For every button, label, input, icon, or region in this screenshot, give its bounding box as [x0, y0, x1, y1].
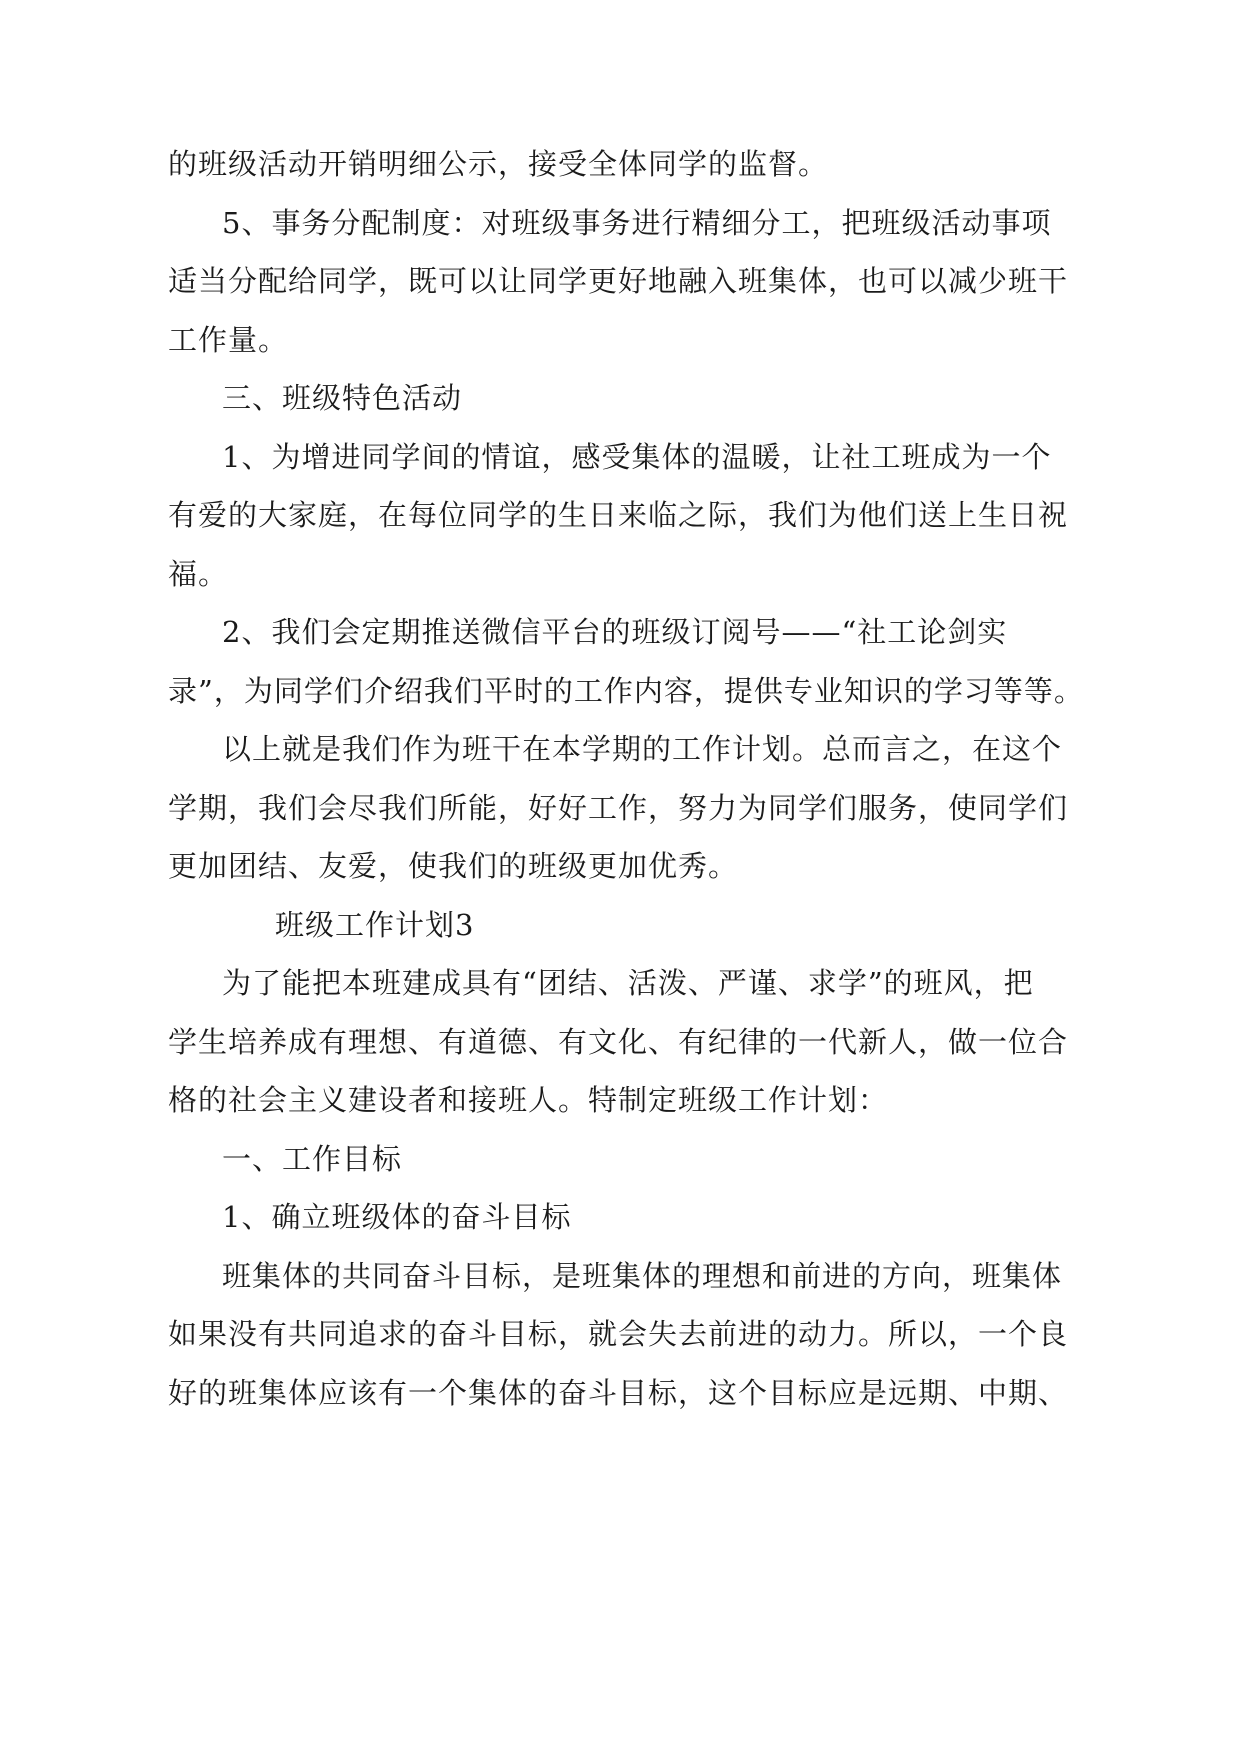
text-line: 1、为增进同学间的情谊，感受集体的温暖，让社工班成为一个: [222, 440, 1052, 474]
document-title: 班级工作计划3: [275, 908, 475, 942]
text-line: 班集体的共同奋斗目标，是班集体的理想和前进的方向，班集体: [222, 1259, 1063, 1293]
text-line: 以上就是我们作为班干在本学期的工作计划。总而言之，在这个: [222, 732, 1063, 766]
text-line: 更加团结、友爱，使我们的班级更加优秀。: [168, 849, 739, 883]
text-line: 学期，我们会尽我们所能，好好工作，努力为同学们服务，使同学们: [168, 791, 1069, 825]
text-line: 适当分配给同学，既可以让同学更好地融入班集体，也可以减少班干: [168, 264, 1069, 298]
text-line: 学生培养成有理想、有道德、有文化、有纪律的一代新人，做一位合: [168, 1025, 1069, 1059]
text-line: 2、我们会定期推送微信平台的班级订阅号——“社工论剑实: [222, 615, 1008, 649]
section-heading: 三、班级特色活动: [222, 381, 463, 415]
section-heading: 一、工作目标: [222, 1142, 403, 1176]
text-line: 好的班集体应该有一个集体的奋斗目标，这个目标应是远期、中期、: [168, 1376, 1069, 1410]
text-line: 福。: [168, 557, 229, 591]
text-line: 工作量。: [168, 323, 289, 357]
text-line: 录”，为同学们介绍我们平时的工作内容，提供专业知识的学习等等。: [168, 674, 1084, 708]
text-line: 格的社会主义建设者和接班人。特制定班级工作计划：: [168, 1083, 889, 1117]
text-line: 为了能把本班建成具有“团结、活泼、严谨、求学”的班风，把: [222, 966, 1034, 1000]
text-line: 如果没有共同追求的奋斗目标，就会失去前进的动力。所以，一个良: [168, 1317, 1069, 1351]
text-line: 的班级活动开销明细公示，接受全体同学的监督。: [168, 147, 829, 181]
text-line: 5、事务分配制度：对班级事务进行精细分工，把班级活动事项: [222, 206, 1052, 240]
text-line: 有爱的大家庭，在每位同学的生日来临之际，我们为他们送上生日祝: [168, 498, 1069, 532]
subsection-heading: 1、确立班级体的奋斗目标: [222, 1200, 572, 1234]
